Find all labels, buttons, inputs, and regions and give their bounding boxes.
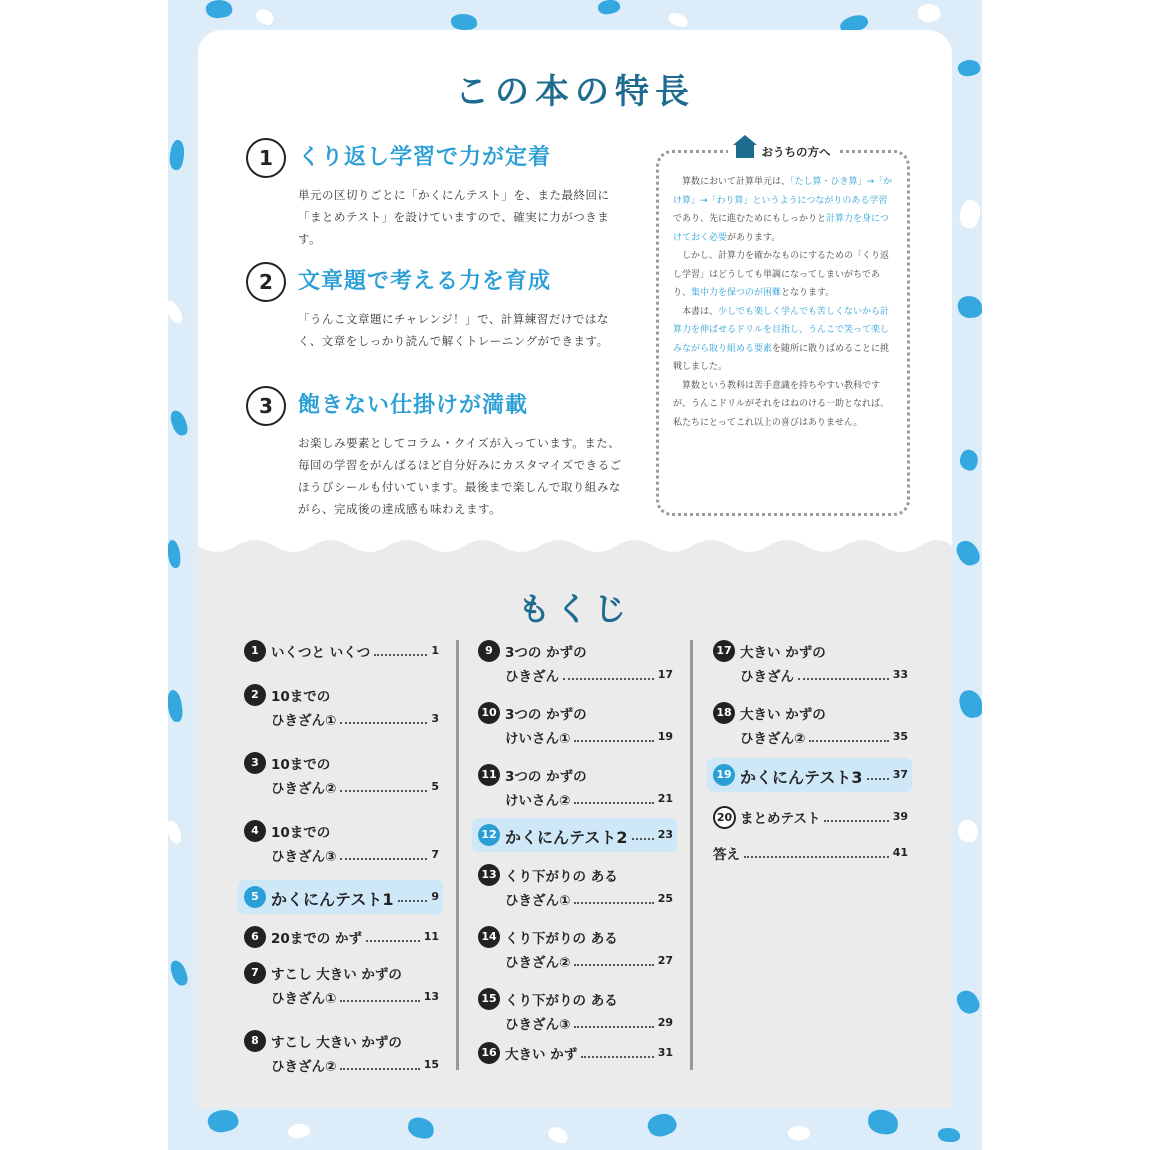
pattern-blob: [867, 1109, 899, 1136]
toc-title-line: 10までの: [271, 825, 331, 841]
toc-title-line: くり下がりの ある: [505, 931, 618, 947]
toc-title-line: 3つの かずの: [505, 769, 587, 785]
toc-item: [713, 640, 908, 688]
toc-item-test: [478, 824, 673, 848]
toc-number-badge: 7: [244, 962, 266, 984]
note-highlight: 「たし算・ひき算」→「かけ算」→「わり算」というようにつながりのある学習: [673, 177, 893, 206]
toc-subtitle-line: ひきざん: [505, 669, 559, 685]
parents-note-body: [673, 173, 895, 432]
toc-leader-dots: [574, 902, 654, 904]
toc-page-number: 3: [431, 712, 439, 725]
pattern-blob: [954, 987, 982, 1017]
toc-leader-dots: [809, 740, 889, 742]
toc-number-badge: 1: [244, 640, 266, 662]
toc-page-number: 27: [657, 954, 673, 967]
toc-page-number: 31: [657, 1046, 673, 1059]
toc-page-number: 7: [431, 848, 439, 861]
toc-item: [244, 926, 439, 950]
toc-item: [713, 806, 908, 830]
pattern-blob: [955, 818, 980, 844]
toc-leader-dots: [867, 778, 889, 780]
pattern-blob: [168, 299, 185, 326]
toc-leader-dots: [824, 820, 889, 822]
toc-title-line: 10までの: [271, 757, 331, 773]
toc-number-badge: 11: [478, 764, 500, 786]
feature-body: 「うんこ文章題にチャレンジ！」で、計算練習だけではなく、文章をしっかり読んで解くトレーニングができます。: [298, 312, 609, 348]
pattern-blob: [205, 0, 233, 20]
toc-item: [478, 926, 673, 974]
toc-number-badge: 14: [478, 926, 500, 948]
toc-subtitle-line: ひきざん③: [505, 1017, 571, 1033]
toc-title-line: 答え: [713, 847, 740, 863]
house-icon: [736, 144, 754, 158]
toc-title-line: 20までの かず: [271, 931, 362, 947]
note-text: があります。: [727, 232, 781, 243]
toc-page-number: 39: [892, 810, 908, 823]
toc-title-line: かくにんテスト3: [740, 768, 863, 787]
toc-number-badge: 18: [713, 702, 735, 724]
toc-item: [244, 684, 439, 732]
note-text: 本書は、: [682, 306, 719, 317]
pattern-blob: [169, 959, 190, 988]
toc-page-number: 23: [657, 828, 673, 841]
toc-subtitle-line: ひきざん①: [271, 713, 337, 729]
toc-item: [713, 702, 908, 750]
toc-leader-dots: [340, 858, 427, 860]
pattern-blob: [168, 139, 186, 171]
pattern-blob: [645, 1109, 679, 1140]
pattern-blob: [451, 14, 478, 31]
toc-divider: [456, 640, 459, 1070]
feature-3: [246, 386, 621, 526]
feature-number: 2: [246, 262, 286, 302]
toc-title-line: 10までの: [271, 689, 331, 705]
toc-number-badge: 10: [478, 702, 500, 724]
toc-number-badge: 6: [244, 926, 266, 948]
toc-title-line: くり下がりの ある: [505, 869, 618, 885]
toc-leader-dots: [581, 1056, 654, 1058]
toc-number-badge: 4: [244, 820, 266, 842]
toc-subtitle-line: ひきざん: [740, 669, 794, 685]
toc-leader-dots: [574, 964, 654, 966]
feature-1: [246, 138, 621, 248]
parents-note-heading: おうちの方へ: [761, 145, 831, 159]
toc-leader-dots: [366, 940, 420, 942]
toc-title-line: 大きい かず: [505, 1047, 578, 1063]
pattern-blob: [407, 1116, 436, 1140]
feature-number: 3: [246, 386, 286, 426]
toc-subtitle-line: けいさん①: [505, 731, 571, 747]
toc-page-number: 1: [431, 644, 439, 657]
pattern-blob: [938, 1128, 960, 1142]
toc-page-number: 37: [892, 768, 908, 781]
note-highlight: 少しでも楽しく学んでも苦しくないから計算力を伸ばせるドリルを目指し、うんこで笑って楽しみながら取り組める要素: [673, 306, 890, 354]
toc-page-number: 35: [892, 730, 908, 743]
toc-item: [478, 1042, 673, 1066]
toc-page-number: 33: [892, 668, 908, 681]
toc-page-number: 41: [892, 846, 908, 859]
book-page: [168, 0, 982, 1150]
note-text: であり、先に進むためにもしっかりと: [673, 214, 827, 224]
toc-page-number: 21: [657, 792, 673, 805]
toc-page-number: 25: [657, 892, 673, 905]
note-text: 算数において計算単元は、: [682, 177, 791, 187]
toc-number-badge: 15: [478, 988, 500, 1010]
toc-leader-dots: [398, 900, 427, 902]
toc-item: [244, 962, 439, 1010]
toc-leader-dots: [340, 1068, 420, 1070]
toc-item: [244, 1030, 439, 1078]
toc-number-badge: 9: [478, 640, 500, 662]
toc-leader-dots: [563, 678, 654, 680]
toc-title-line: 3つの かずの: [505, 707, 587, 723]
parents-note-box: [656, 145, 910, 516]
toc-item: [244, 752, 439, 800]
toc-leader-dots: [574, 1026, 654, 1028]
toc-item: [244, 640, 439, 664]
wave-divider: [198, 536, 952, 560]
note-text: しかし、計算力を確かなものにするための「くり返し学習」はどうしても単調になってしまいがちであり、: [673, 251, 890, 298]
pattern-blob: [953, 537, 982, 569]
toc-number-badge: 20: [713, 806, 736, 829]
toc-item: [478, 702, 673, 750]
toc-number-badge: 5: [244, 886, 266, 908]
toc-divider: [690, 640, 693, 1070]
toc-subtitle-line: ひきざん③: [271, 849, 337, 865]
toc-number-badge: 16: [478, 1042, 500, 1064]
feature-body: お楽しみ要素としてコラム・クイズが入っています。また、毎回の学習をがんばるほど自分好みにカスタマイズできるごほうびシールも付いています。最後まで楽しんで取り組みながら、完成後の達成感も味わえます。: [298, 436, 622, 516]
pattern-blob: [957, 295, 982, 320]
toc-title-line: 3つの かずの: [505, 645, 587, 661]
pattern-blob: [168, 540, 181, 569]
pattern-blob: [287, 1122, 312, 1141]
feature-title: くり返し学習で力が定着: [298, 145, 552, 170]
feature-2: [246, 262, 621, 372]
pattern-blob: [254, 7, 276, 27]
toc-item: [478, 988, 673, 1036]
toc-subtitle-line: ひきざん②: [271, 781, 337, 797]
toc-number-badge: 19: [713, 764, 735, 786]
toc-leader-dots: [374, 654, 427, 656]
toc-number-badge: 8: [244, 1030, 266, 1052]
toc-title-line: いくつと いくつ: [271, 645, 371, 661]
toc-title-line: 大きい かずの: [740, 645, 826, 661]
pattern-blob: [956, 198, 982, 231]
toc-item: [478, 640, 673, 688]
note-text: 算数という教科は苦手意識を持ちやすい教科ですが、うんこドリルがそれをはねのける一助となれば、私たちにとってこれ以上の喜びはありません。: [673, 380, 890, 428]
toc-page-number: 15: [423, 1058, 439, 1071]
feature-title: 文章題で考える力を育成: [298, 269, 552, 294]
toc-title-line: 大きい かずの: [740, 707, 826, 723]
toc-item: [244, 820, 439, 868]
toc-item: [478, 764, 673, 812]
toc-subtitle-line: ひきざん①: [505, 893, 571, 909]
toc-page-number: 11: [423, 930, 439, 943]
toc-page-number: 5: [431, 780, 439, 793]
toc-subtitle-line: ひきざん①: [271, 991, 337, 1007]
toc-page-number: 13: [423, 990, 439, 1003]
pattern-blob: [958, 688, 982, 720]
pattern-blob: [957, 448, 981, 473]
note-text: を随所に散りばめることに挑戦しました。: [673, 343, 890, 372]
note-text: となります。: [781, 288, 835, 298]
toc-title-line: すこし 大きい かずの: [271, 1035, 402, 1051]
toc-number-badge: 2: [244, 684, 266, 706]
toc-title-line: かくにんテスト2: [505, 828, 628, 847]
feature-body: 単元の区切りごとに「かくにんテスト」を、また最終回に「まとめテスト」を設けていますので、確実に力がつきます。: [298, 188, 610, 246]
toc-item-test: [244, 886, 439, 910]
feature-title: 飽きない仕掛けが満載: [298, 393, 529, 418]
toc-title-line: かくにんテスト1: [271, 890, 394, 909]
toc-item: [713, 842, 908, 866]
feature-number: 1: [246, 138, 286, 178]
note-highlight: 計算力を身につけておく必要: [673, 214, 889, 243]
pattern-blob: [597, 0, 622, 17]
toc-title-line: くり下がりの ある: [505, 993, 618, 1009]
pattern-blob: [168, 819, 183, 845]
pattern-blob: [546, 1125, 569, 1145]
toc-title-line: まとめテスト: [740, 811, 821, 827]
pattern-blob: [916, 2, 941, 24]
toc-leader-dots: [340, 790, 427, 792]
pattern-blob: [667, 11, 690, 28]
toc-subtitle-line: ひきざん②: [505, 955, 571, 971]
parents-note-header: [659, 141, 907, 160]
toc-number-badge: 13: [478, 864, 500, 886]
pattern-blob: [787, 1125, 811, 1142]
note-highlight: 集中力を保つのが困難: [691, 288, 782, 298]
toc-subtitle-line: ひきざん②: [740, 731, 806, 747]
toc-page-number: 19: [657, 730, 673, 743]
toc-leader-dots: [340, 722, 427, 724]
toc-title: もくじ: [517, 590, 632, 628]
toc-leader-dots: [574, 802, 654, 804]
toc-leader-dots: [744, 856, 889, 858]
toc-leader-dots: [798, 678, 889, 680]
toc-number-badge: 12: [478, 824, 500, 846]
toc-number-badge: 17: [713, 640, 735, 662]
toc-item-test: [713, 764, 908, 788]
toc-leader-dots: [632, 838, 654, 840]
toc-subtitle-line: けいさん②: [505, 793, 571, 809]
toc-page-number: 29: [657, 1016, 673, 1029]
toc-page-number: 9: [431, 890, 439, 903]
features-title: この本の特長: [455, 72, 695, 112]
toc-leader-dots: [574, 740, 654, 742]
toc-subtitle-line: ひきざん②: [271, 1059, 337, 1075]
toc-leader-dots: [340, 1000, 420, 1002]
pattern-blob: [169, 409, 190, 438]
toc-number-badge: 3: [244, 752, 266, 774]
toc-page-number: 17: [657, 668, 673, 681]
toc-title-line: すこし 大きい かずの: [271, 967, 402, 983]
pattern-blob: [168, 689, 183, 722]
toc-item: [478, 864, 673, 912]
pattern-blob: [206, 1106, 241, 1135]
